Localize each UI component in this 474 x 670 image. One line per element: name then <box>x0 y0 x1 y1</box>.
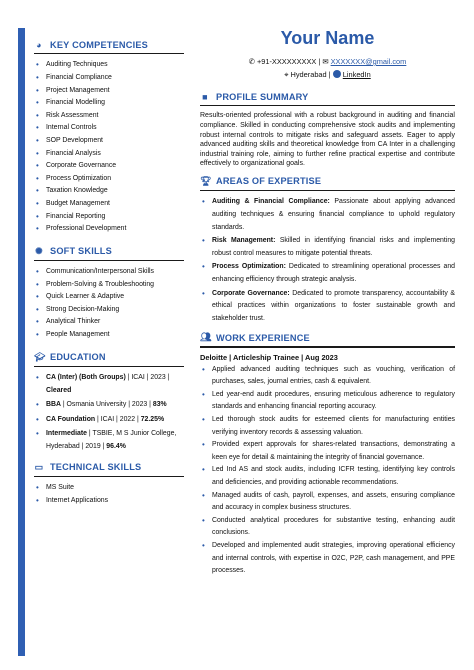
divider <box>200 190 455 191</box>
work-item: • Provided expert approvals for shares-related transactions, demonstrating a keen eye for detail & maintaining the integrity of financial governance. <box>200 439 455 464</box>
email-link[interactable]: XXXXXXX@gmail.com <box>330 57 407 66</box>
competencies-heading: ◕ KEY COMPETENCIES <box>34 40 184 50</box>
phone-number: +91-XXXXXXXXX <box>256 57 317 66</box>
education-result: 96.4% <box>106 443 126 451</box>
competency-item: • Professional Development <box>34 223 184 236</box>
education-heading: 🎓︎ EDUCATION <box>34 351 106 363</box>
degree-name: BBA <box>46 401 61 409</box>
education-details: | ICAI | 2023 | <box>125 374 170 382</box>
work-list <box>200 364 455 578</box>
competency-item: • Taxation Knowledge <box>34 185 184 198</box>
linkedin-icon <box>333 70 341 78</box>
competency-item: • Project Management <box>34 85 184 98</box>
work-experience-heading: 👥︎ WORK EXPERIENCE <box>200 332 310 343</box>
soft-skills-list <box>34 266 184 342</box>
education-result: 83% <box>152 401 167 409</box>
education-result: 72.25% <box>140 415 165 423</box>
work-item: • Conducted analytical procedures for substantive testing, enhancing audit conclusions. <box>200 515 455 540</box>
technical-skills-heading: ▭ TECHNICAL SKILLS <box>34 461 142 473</box>
work-item: • Developed and implemented audit strategies, improving operational efficiency and internal controls, with expertise in O2C, P2P, cash management, and PPE processes. <box>200 540 455 578</box>
work-item: • Applied advanced auditing techniques such as vouching, verification of purchases, sales, journal entries, cash & equivalent. <box>200 364 455 389</box>
expertise-text: Dedicated to promote transparency, accountability & ethical practices within organizations to foster sustainable growth and stakeholder trust. <box>212 289 455 322</box>
email-icon: ✉ <box>322 57 329 66</box>
work-item: • Led thorough stock audits for esteemed clients for manufacturing entities verifying inventory records & assessing valuation. <box>200 414 455 439</box>
soft-skill-item: • Communication/Interpersonal Skills <box>34 266 184 279</box>
soft-skill-item: • Analytical Thinker <box>34 316 184 329</box>
education-item <box>34 399 184 412</box>
profile-summary-text: Results-oriented professional with a robust background in auditing and financial compliance. Skilled in conducting comprehensive stock audits and implementing robust internal controls to mitigate risks and safeguard assets. Eager to apply advanced auditing skills and theoretical knowledge from CA Inter in a challenging industrial training role, aiming to further refine practical expertise and contribute effectively to organizational goals. <box>200 112 455 168</box>
education-item <box>34 372 184 397</box>
degree-name: CA (Inter) (Both Groups) <box>46 374 126 382</box>
contact-line-2: ⌖ Hyderabad | LinkedIn <box>284 70 371 79</box>
competency-item: • Process Optimization <box>34 173 184 186</box>
soft-skills-heading: ✺ SOFT SKILLS <box>35 245 112 257</box>
expertise-section <box>200 176 455 325</box>
competency-item: • Corporate Governance <box>34 160 184 173</box>
left-accent-bar <box>18 28 25 656</box>
degree-name: CA Foundation <box>46 415 96 423</box>
expertise-item <box>200 196 455 234</box>
expertise-text: Dedicated to streamlining operational processes and enhancing efficiency through strategic analysis. <box>212 263 455 283</box>
phone-icon: ✆ <box>248 57 255 66</box>
briefcase-icon: ■ <box>202 92 208 102</box>
work-item: • Led year-end audit procedures, ensuring meticulous adherence to regulatory standards and enhancing financial reporting accuracy. <box>200 389 455 414</box>
profile-summary-section <box>200 92 455 169</box>
competency-item: • Financial Modelling <box>34 97 184 110</box>
competencies-list <box>34 59 184 235</box>
location-text: Hyderabad <box>290 70 327 79</box>
education-list <box>34 372 184 454</box>
expertise-item <box>200 235 455 260</box>
expertise-list <box>200 196 455 325</box>
divider <box>34 366 184 367</box>
right-column <box>200 28 455 578</box>
education-details: | TSBIE, M S Junior College, Hyderabad | 2019 | <box>46 430 177 451</box>
expertise-title: Auditing & Financial Compliance: <box>212 198 330 206</box>
expertise-item <box>200 261 455 286</box>
divider <box>200 105 455 106</box>
location-icon: ⌖ <box>284 70 289 79</box>
soft-skill-item: • Quick Learner & Adaptive <box>34 291 184 304</box>
people-icon: 👥︎ <box>200 332 212 343</box>
competency-item: • Auditing Techniques <box>34 59 184 72</box>
competency-item: • Budget Management <box>34 198 184 211</box>
brain-icon: ◕ <box>36 40 42 50</box>
technical-skills-list <box>34 482 184 507</box>
soft-skill-item: • Problem-Solving & Troubleshooting <box>34 279 184 292</box>
profile-summary-heading: ■ PROFILE SUMMARY <box>200 92 455 102</box>
candidate-name: Your Name <box>280 28 375 48</box>
expertise-title: Corporate Governance: <box>212 289 290 297</box>
work-item: • Managed audits of cash, payroll, expenses, and assets, ensuring compliance and accuracy in complex business structures. <box>200 490 455 515</box>
job-title: Deloitte | Articleship Trainee | Aug 2023 <box>200 352 338 362</box>
competency-item: • Financial Compliance <box>34 72 184 85</box>
divider <box>34 53 184 54</box>
education-item <box>34 428 184 453</box>
competency-item: • Internal Controls <box>34 122 184 135</box>
laptop-icon: ▭ <box>34 461 44 472</box>
education-item <box>34 414 184 427</box>
graduation-cap-icon: 🎓︎ <box>34 351 46 362</box>
education-result: Cleared <box>46 386 72 394</box>
expertise-title: Process Optimization: <box>212 263 286 271</box>
trophy-icon: 🏆︎ <box>200 175 212 186</box>
soft-skill-item: • Strong Decision-Making <box>34 304 184 317</box>
education-details: | ICAI | 2022 | <box>95 415 141 423</box>
soft-skill-item: • People Management <box>34 329 184 342</box>
technical-skill-item: • Internet Applications <box>34 495 184 508</box>
competency-item: • SOP Development <box>34 135 184 148</box>
lightbulb-icon: ✺ <box>35 245 43 256</box>
education-details: | Osmania University | 2023 | <box>60 401 153 409</box>
expertise-title: Risk Management: <box>212 237 276 245</box>
expertise-item <box>200 288 455 326</box>
degree-name: Intermediate <box>46 430 87 438</box>
expertise-text: Skilled in identifying financial risks and implementing robust control measures to mitigate potential threats. <box>212 237 455 257</box>
contact-line-1: ✆ +91-XXXXXXXXX | ✉ XXXXXXX@gmail.com <box>248 57 407 66</box>
expertise-text: Passionate about applying advanced auditing techniques & ensuring financial compliance to uphold regulatory standards. <box>212 198 456 231</box>
left-column <box>34 40 184 507</box>
divider <box>200 346 455 347</box>
divider <box>34 260 184 261</box>
divider <box>34 476 184 477</box>
competency-item: • Risk Assessment <box>34 110 184 123</box>
expertise-heading: 🏆︎ AREAS OF EXPERTISE <box>200 175 322 187</box>
competency-item: • Financial Analysis <box>34 148 184 161</box>
work-experience-section <box>200 332 455 577</box>
linkedin-link[interactable]: LinkedIn <box>342 70 371 79</box>
technical-skill-item: • MS Suite <box>34 482 184 495</box>
work-item: • Led Ind AS and stock audits, including ICFR testing, identifying key controls and deficiencies, and providing actionable recommendations. <box>200 464 455 489</box>
competency-item: • Financial Reporting <box>34 211 184 224</box>
